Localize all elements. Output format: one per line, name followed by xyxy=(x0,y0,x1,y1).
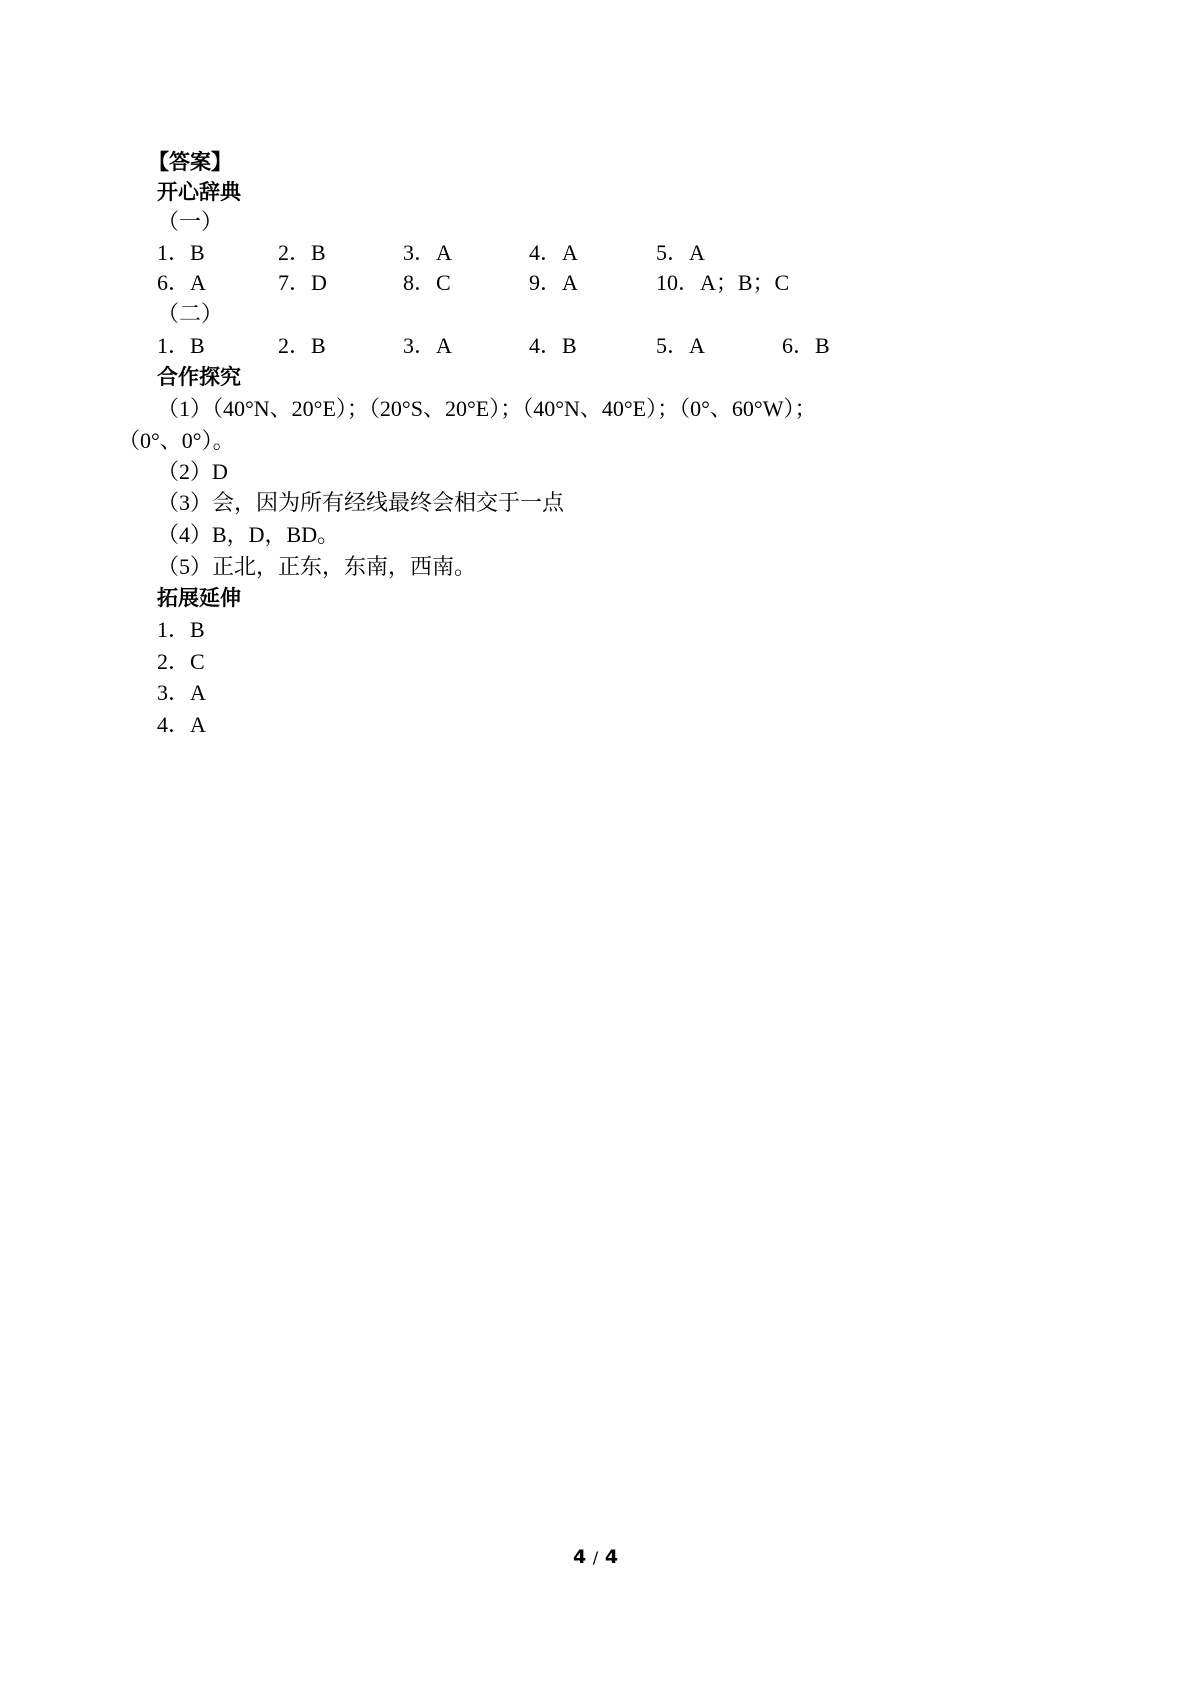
extension-answer: 2．C xyxy=(157,649,205,674)
q1-answer-line2: （0°、0°）。 xyxy=(118,428,235,453)
answer-item: 1．B xyxy=(157,333,205,358)
answer-item: 3．A xyxy=(403,240,452,265)
answer-item: 3．A xyxy=(403,333,452,358)
q3-answer: （3）会，因为所有经线最终会相交于一点 xyxy=(157,490,565,515)
extension-answer: 4．A xyxy=(157,712,206,737)
answer-item: 5．A xyxy=(656,333,705,358)
total-pages: 4 xyxy=(604,1546,619,1568)
page-number xyxy=(0,1546,1191,1568)
answer-item: 7．D xyxy=(278,270,327,295)
extension-answer: 1．B xyxy=(157,617,205,642)
answer-item: 5．A xyxy=(656,240,705,265)
answer-item: 1．B xyxy=(157,240,205,265)
part-label-1: （一） xyxy=(157,209,224,234)
answers-heading: 【答案】 xyxy=(148,150,232,174)
answer-item: 2．B xyxy=(278,240,326,265)
answer-item: 9．A xyxy=(529,270,578,295)
answer-item: 2．B xyxy=(278,333,326,358)
current-page: 4 xyxy=(572,1546,587,1568)
q2-answer: （2）D xyxy=(157,459,228,484)
section-title-hezuo: 合作探究 xyxy=(157,365,241,389)
answer-item: 6．A xyxy=(157,270,206,295)
page-separator: / xyxy=(592,1548,599,1567)
answer-item: 8．C xyxy=(403,270,451,295)
answer-item: 6．B xyxy=(782,333,830,358)
part-label-2: （二） xyxy=(157,301,224,326)
extension-answer: 3．A xyxy=(157,680,206,705)
section-title-kaixin: 开心辞典 xyxy=(157,180,241,204)
answer-item: 10．A；B；C xyxy=(656,270,790,295)
q1-answer-line1: （1）（40°N、20°E）；（20°S、20°E）；（40°N、40°E）；（0°、60°W）； xyxy=(157,396,817,421)
section-title-tuozhan: 拓展延伸 xyxy=(157,586,241,610)
answer-item: 4．A xyxy=(529,240,578,265)
q5-answer: （5）正北，正东，东南，西南。 xyxy=(157,554,477,579)
answer-item: 4．B xyxy=(529,333,577,358)
q4-answer: （4）B，D，BD。 xyxy=(157,522,340,547)
